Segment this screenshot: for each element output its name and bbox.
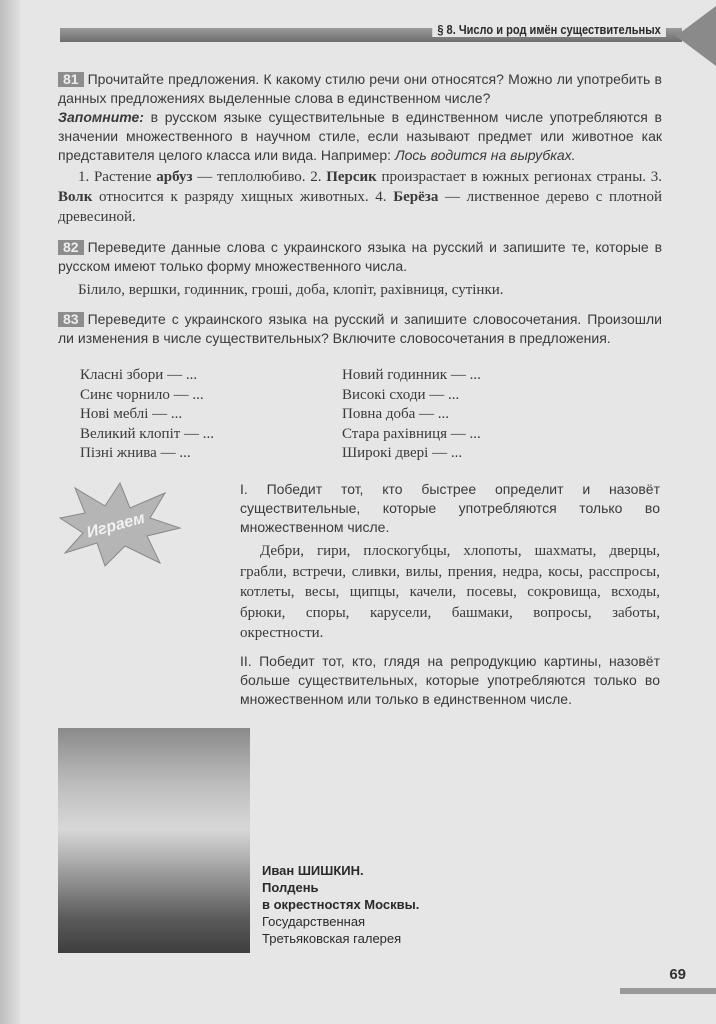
rule-text: в русском языке существительные в единственном числе употребляются в значении множественного в научном стиле, если называют предмет или животное как представителя целого класса или вида. Например: <box>58 109 662 163</box>
phrase: Великий клопіт — ... <box>80 425 215 442</box>
phrase: Новий годинник — ... <box>342 367 481 383</box>
page-number: 69 <box>669 966 686 983</box>
game-task-1: I. Победит тот, кто быстрее определит и назовёт существительные, которые употребляются только во множественном числе. <box>240 481 660 535</box>
corner-triangle <box>676 6 716 66</box>
phrase: Широкі двері — ... <box>342 445 463 461</box>
task-text: Переведите данные слова с украинского языка на русский и запишите те, которые в русском имеют только форму множественного числа. <box>58 239 662 274</box>
page-number-bar <box>620 988 716 994</box>
phrase: Повна доба — ... <box>342 406 450 422</box>
game-section <box>240 480 660 709</box>
task-text: Прочитайте предложения. К какому стилю речи они относятся? Можно ли употребить в данных предложениях выделенные слова в единственном числе? <box>58 71 662 106</box>
phrase: Синє чорнило — ... <box>80 386 204 403</box>
example-text: Лось водится на вырубках. <box>394 147 576 163</box>
painting-caption: Иван ШИШКИН. Полдень в окрестностях Москвы. Государственная Третьяковская галерея <box>262 863 420 946</box>
exercise-number: 81 <box>58 72 84 87</box>
game-badge-label: Играем <box>84 509 147 542</box>
phrase: Класні збори — ... <box>80 367 198 383</box>
phrase: Стара рахівниця — ... <box>342 425 481 442</box>
phrase: Пізні жнива — ... <box>80 445 191 461</box>
exercise-number: 83 <box>58 312 84 327</box>
game-starburst-icon <box>55 478 185 568</box>
exercise-81 <box>58 70 662 227</box>
exercise-82 <box>58 238 662 300</box>
phrase: Нові меблі — ... <box>80 406 183 422</box>
word-list: Білило, вершки, годинник, гроші, доба, клопіт, рахівниця, сутінки. <box>78 282 504 298</box>
section-title: § 8. Число и род имён существительных <box>432 22 666 37</box>
task-text: Переведите с украинского языка на русский и запишите словосочетания. Произошли ли изменения в числе существительных? Включите словосочетания в предложения. <box>58 311 662 346</box>
game-word-list: Дебри, гири, плоскогубцы, хлопоты, шахматы, дверцы, грабли, встречи, сливки, вилы, прения, недра, косы, расспросы, котлеты, весы, щипцы, качели, посевы, сокровища, всходы, брюки, споры, карусели, башмаки, вопросы, заботы, окрестности. <box>240 543 660 641</box>
sentences: 1. Растение арбуз — теплолюбиво. 2. Персик произрастает в южных регионах страны. 3. Волк относится к разряду хищных животных. 4. Берёза — лиственное дерево с плотной древесиной. <box>58 169 662 225</box>
phrase-list <box>80 366 560 464</box>
page-edge <box>0 0 20 1024</box>
exercise-number: 82 <box>58 240 84 255</box>
game-task-2: II. Победит тот, кто, глядя на репродукцию картины, назовёт больше существительных, которые употребляются только во множественном или только в единственном числе. <box>240 652 660 707</box>
exercise-83 <box>58 310 662 348</box>
painting-image <box>58 728 250 953</box>
remember-label: Запомните: <box>58 109 144 125</box>
phrase: Високі сходи — ... <box>342 386 460 403</box>
